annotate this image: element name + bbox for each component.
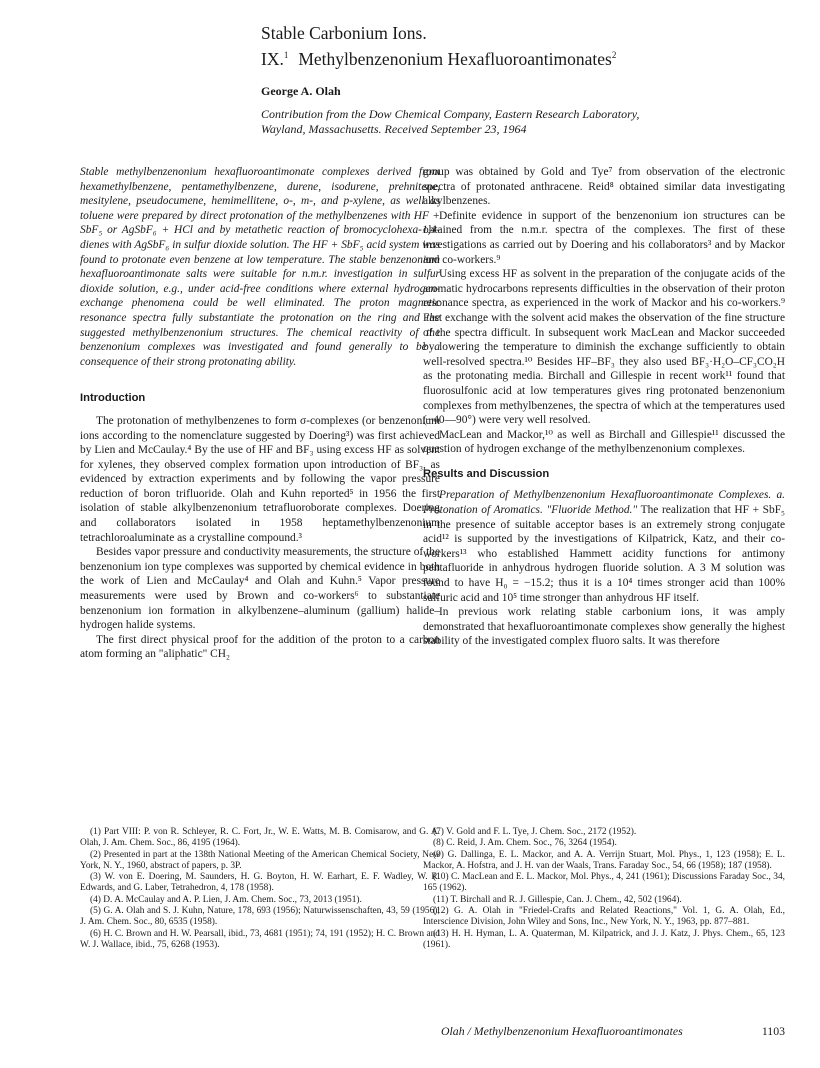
running-footer bbox=[441, 1024, 785, 1039]
intro-paragraph-5: Using excess HF as solvent in the preparation of the conjugate acids of the aromatic hydrocarbons represents difficulties in the observation of their proton resonance spectra, as experienced in the work of Mackor and his co-workers.⁹ Fast exchange with the solvent acid makes the observation of the fine structure of the spectra difficult. In subsequent work MacLean and Mackor succeeded by lowering the temperature to diminish the exchange sufficiently to obtain well-resolved spectra.¹⁰ Besides HF–BF₃ they also used BF₃·H₂O–CF₃CO₂H as the protonating media. Birchall and Gillespie in recent work¹¹ found that fluorosulfonic acid at low temperatures gives ring protonated benzenonium complexes from methylbenzenes, the spectra of which at the temperatures used (−40––90°) were very well resolved. bbox=[423, 268, 785, 427]
footnotes-right bbox=[423, 827, 785, 951]
footnote-ref-1: 1 bbox=[283, 50, 289, 60]
results-paragraph-2: In previous work relating stable carbonium ions, it was amply demonstrated that hexafluoroantimonate complexes show generally the highest stability of the investigated complex fluoro salts. It was therefore bbox=[423, 606, 785, 648]
footnote: (12) G. A. Olah in "Friedel-Crafts and Related Reactions," Vol. 1, G. A. Olah, Ed., Interscience Division, John Wiley and Sons, Inc., New York, N. Y., 1963, pp. 877–881. bbox=[423, 906, 785, 928]
results-paragraph-1-text: The realization that HF + SbF₅ in the presence of suitable acceptor bases is an extremely strong conjugate acid¹² is supported by the investigations of Kilpatrick, Katz, and their co-workers¹³ who established Hammett acidity functions for antimony pentafluoride in anhydrous hydrogen fluoride solution. A 3 M solution was found to have H₀ = −15.2; thus it is a 10⁴ times stronger acid than 100% sulfuric acid and 10⁵ time stronger than anhydrous HF itself. bbox=[423, 504, 785, 604]
intro-paragraph-4: Definite evidence in support of the benzenonium ion structures can be obtained from the n.m.r. spectra of the complexes. The first of these investigations as carried out by Doering and his collaborators³ and by Mackor and co-workers.⁹ bbox=[423, 209, 785, 266]
footnote: (3) W. von E. Doering, M. Saunders, H. G. Boyton, H. W. Earhart, E. F. Wadley, W. R. Edwards, and G. Laber, Tetrahedron, 4, 178 (1958). bbox=[80, 872, 440, 894]
footnote: (9) G. Dallinga, E. L. Mackor, and A. A. Verrijn Stuart, Mol. Phys., 1, 123 (1958); E. L. Mackor, A. Hofstra, and J. H. van der Waals, Trans. Faraday Soc., 54, 66 (1958); 187 (1958). bbox=[423, 849, 785, 871]
article-title-line1: Stable Carbonium Ions. bbox=[261, 23, 427, 43]
article-header bbox=[261, 22, 801, 137]
intro-paragraph-3-cont: group was obtained by Gold and Tye⁷ from observation of the electronic spectra of protonated anthracene. Reid⁸ obtained similar data investigating alkylbenzenes. bbox=[423, 166, 785, 208]
page-number: 1103 bbox=[761, 1024, 785, 1038]
left-column bbox=[80, 165, 440, 662]
results-subheading: Preparation of Methylbenzenonium Hexafluoroantimonate Complexes. a. Protonation of Aromatics. bbox=[423, 489, 785, 517]
footnote: (2) Presented in part at the 138th National Meeting of the American Chemical Society, New York, N. Y., 1960, abstract of papers, p. 3P. bbox=[80, 849, 440, 871]
footnotes-left bbox=[80, 827, 440, 951]
section-heading-results: Results and Discussion bbox=[423, 467, 550, 480]
affiliation-line1: Contribution from the Dow Chemical Company, Eastern Research Laboratory, bbox=[261, 106, 640, 121]
footnote: (6) H. C. Brown and H. W. Pearsall, ibid., 73, 4681 (1951); 74, 191 (1952); H. C. Brown and W. J. Wallace, ibid., 75, 6268 (1953). bbox=[80, 928, 440, 950]
author-name: George A. Olah bbox=[261, 83, 341, 98]
footnote: (1) Part VIII: P. von R. Schleyer, R. C. Fort, Jr., W. E. Watts, M. B. Comisarow, and G. A. Olah, J. Am. Chem. Soc., 86, 4195 (1964). bbox=[80, 827, 440, 849]
affiliation-line2: Wayland, Massachusetts. Received September 23, 1964 bbox=[261, 121, 527, 136]
footnote: (5) G. A. Olah and S. J. Kuhn, Nature, 178, 693 (1956); Naturwissenschaften, 43, 59 (1956); J. Am. Chem. Soc., 80, 6535 (1958). bbox=[80, 906, 440, 928]
abstract: Stable methylbenzenonium hexafluoroantimonate complexes derived from hexamethylbenzene, pentamethylbenzene, durene, isodurene, prehnitene, mesitylene, pseudocumene, hemimellitene, o-, m-, and p-xylene, as well as toluene were prepared by direct protonation of the methylbenzenes with HF + SbF₅ or AgSbF₆ + HCl and by metathetic reaction of bromocyclohexa-1,4-dienes with AgSbF₆ in sulfur dioxide solution. The HF + SbF₅ acid system was found to protonate even benzene at low temperature. The stable benzenonium hexafluoroantimonate salts were suitable for n.m.r. investigation in sulfur dioxide solution, e.g., under acid-free conditions where external hydrogen-exchange phenomena could be well eliminated. The proton magnetic resonance spectra fully substantiate the protonation on the ring and the suggested methylbenzenonium structures. The chemical reactivity of the benzenonium complexes was investigated and found generally to be a consequence of their strong protonating ability. bbox=[80, 166, 440, 368]
article-title-line2 bbox=[261, 44, 801, 70]
intro-paragraph-2: Besides vapor pressure and conductivity measurements, the structure of the benzenonium ion type complexes was supported by chemical evidence in both the work of Lien and McCaulay⁴ and Olah and Kuhn.⁵ Vapor pressure measurements were used by Brown and co-workers⁶ to substantiate benzenonium ion formation in alkylbenzene–aluminum (gallium) halide–hydrogen halide systems. bbox=[80, 546, 440, 632]
footnote: (7) V. Gold and F. L. Tye, J. Chem. Soc., 2172 (1952). bbox=[433, 827, 637, 837]
right-column bbox=[423, 165, 785, 649]
footnote-ref-2: 2 bbox=[611, 50, 617, 60]
intro-paragraph-6: MacLean and Mackor,¹⁰ as well as Birchall and Gillespie¹¹ discussed the question of hydrogen exchange of the methylbenzenonium complexes. bbox=[423, 428, 785, 456]
article-title-main: Methylbenzenonium Hexafluoroantimonates bbox=[298, 48, 612, 69]
intro-paragraph-3: The first direct physical proof for the addition of the proton to a carbon atom forming an "aliphatic" CH₂ bbox=[80, 633, 440, 661]
footnote: (13) H. H. Hyman, L. A. Quaterman, M. Kilpatrick, and J. J. Katz, J. Phys. Chem., 65, 123 (1961). bbox=[423, 928, 785, 950]
footnote: (10) C. MacLean and E. L. Mackor, Mol. Phys., 4, 241 (1961); Discussions Faraday Soc., 34, 165 (1962). bbox=[423, 872, 785, 894]
intro-paragraph-1: The protonation of methylbenzenes to form σ-complexes (or benzenonium ions according to the nomenclature suggested by Doering³) was first achieved by Lien and McCaulay.⁴ By the use of HF and BF₃ using excess HF as solvent for xylenes, they observed complex formation upon introduction of BF₃, as evidenced by extraction experiments and by following the vapor pressure reduction of boron trifluoride. Olah and Kuhn reported⁵ in 1956 the first isolation of stable alkylbenzenonium tetrafluoroborate complexes. Doering and collaborators isolated in 1958 heptamethylbenzenonium tetrachloroaluminate as a crystalline compound.³ bbox=[80, 414, 440, 544]
results-method-name: "Fluoride Method." bbox=[546, 504, 638, 517]
series-number: IX. bbox=[261, 48, 284, 69]
running-title: Olah / Methylbenzenonium Hexafluoroantimonates bbox=[441, 1024, 683, 1038]
section-heading-introduction: Introduction bbox=[80, 392, 146, 405]
affiliation bbox=[261, 107, 801, 137]
footnote: (11) T. Birchall and R. J. Gillespie, Can. J. Chem., 42, 502 (1964). bbox=[433, 894, 682, 905]
results-paragraph-1 bbox=[423, 488, 785, 605]
footnote: (4) D. A. McCaulay and A. P. Lien, J. Am. Chem. Soc., 73, 2013 (1951). bbox=[90, 894, 362, 905]
footnote: (8) C. Reid, J. Am. Chem. Soc., 76, 3264 (1954). bbox=[433, 838, 617, 849]
